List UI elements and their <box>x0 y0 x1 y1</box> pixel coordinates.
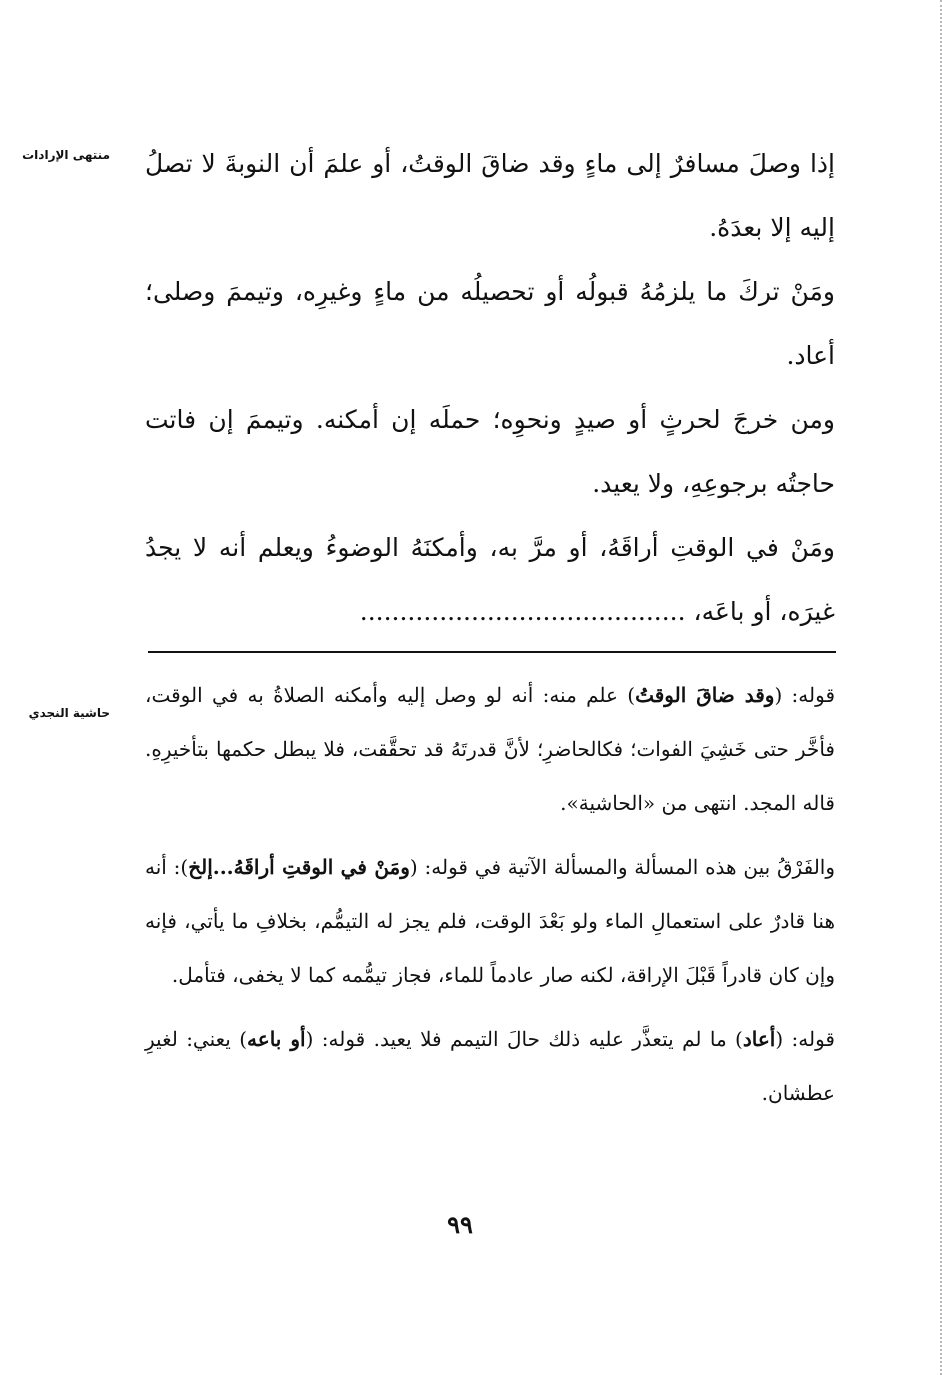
main-paragraph-4 <box>145 516 835 644</box>
commentary-1-quote: وقد ضاقَ الوقتُ <box>635 683 775 707</box>
main-paragraph-4-text: ومَنْ في الوقتِ أراقَهُ، أو مرَّ به، وأمكنَهُ الوضوءُ ويعلم أنه لا يجدُ غيرَه، أو باعَه، <box>145 533 835 626</box>
commentary-3-mid: ) ما لم يتعذَّر عليه ذلك حالَ التيمم فلا يعيد. قوله: ( <box>305 1027 743 1051</box>
commentary-3-quote: أعاد <box>742 1027 776 1051</box>
commentary-2-quote: ومَنْ في الوقتِ أراقَهُ...إلخ <box>188 855 410 879</box>
commentary-2-prefix: والفَرْقُ بين هذه المسألة والمسألة الآتية في قوله: ( <box>409 855 835 879</box>
main-paragraph-2: ومَنْ تركَ ما يلزمُهُ قبولُه أو تحصيلُه من ماءٍ وغيرِه، وتيممَ وصلى؛ أعاد. <box>145 277 835 370</box>
commentary-1-prefix: قوله: ( <box>774 683 836 707</box>
side-label-main-text: منتهى الإرادات <box>22 148 110 162</box>
main-paragraph-4-dots: ......................................... <box>359 597 686 626</box>
main-paragraph-1: إذا وصلَ مسافرٌ إلى ماءٍ وقد ضاقَ الوقتُ، أو علمَ أن النوبةَ لا تصلُ إليه إلا بعدَهُ. <box>145 149 835 242</box>
commentary-1-text: ) علم منه: أنه لو وصل إليه وأمكنه الصلاةُ به في الوقت، فأخَّر حتى خَشِيَ الفوات؛ فكالحاضرِ؛ لأنَّ قدرتَهُ قد تحقَّقت، فلا يبطل حكمها بتأخيرِهِ. قاله المجد. انتهى من «الحاشية». <box>145 683 835 815</box>
commentary-paragraph-1 <box>145 668 835 830</box>
commentary-paragraph-2 <box>145 840 835 1002</box>
main-text-block <box>145 132 835 644</box>
side-label-commentary: حاشية النجدي <box>28 706 110 720</box>
footnote-separator-line <box>148 651 836 653</box>
commentary-paragraph-3 <box>145 1012 835 1120</box>
commentary-3-quote-2: أو باعه <box>247 1027 306 1051</box>
main-paragraph-3: ومن خرجَ لحرثٍ أو صيدٍ ونحوِه؛ حملَه إن أمكنه. وتيممَ إن فاتت حاجتُه برجوعِهِ، ولا يعيد. <box>145 405 835 498</box>
commentary-3-text: ) يعني: لغيرِ عطشان. <box>145 1027 835 1105</box>
page-number: ٩٩ <box>447 1210 473 1239</box>
commentary-2-text: ): أنه هنا قادرٌ على استعمالِ الماء ولو بَعْدَ الوقت، فلم يجز له التيمُّم، بخلافِ ما يأتي، فإنه وإن كان قادراً قَبْلَ الإراقة، لكنه صار عادماً للماء، فجاز تيمُّمه كما لا يخفى، فتأمل. <box>145 855 835 987</box>
commentary-block <box>145 668 835 1130</box>
commentary-3-prefix: قوله: ( <box>775 1027 835 1051</box>
